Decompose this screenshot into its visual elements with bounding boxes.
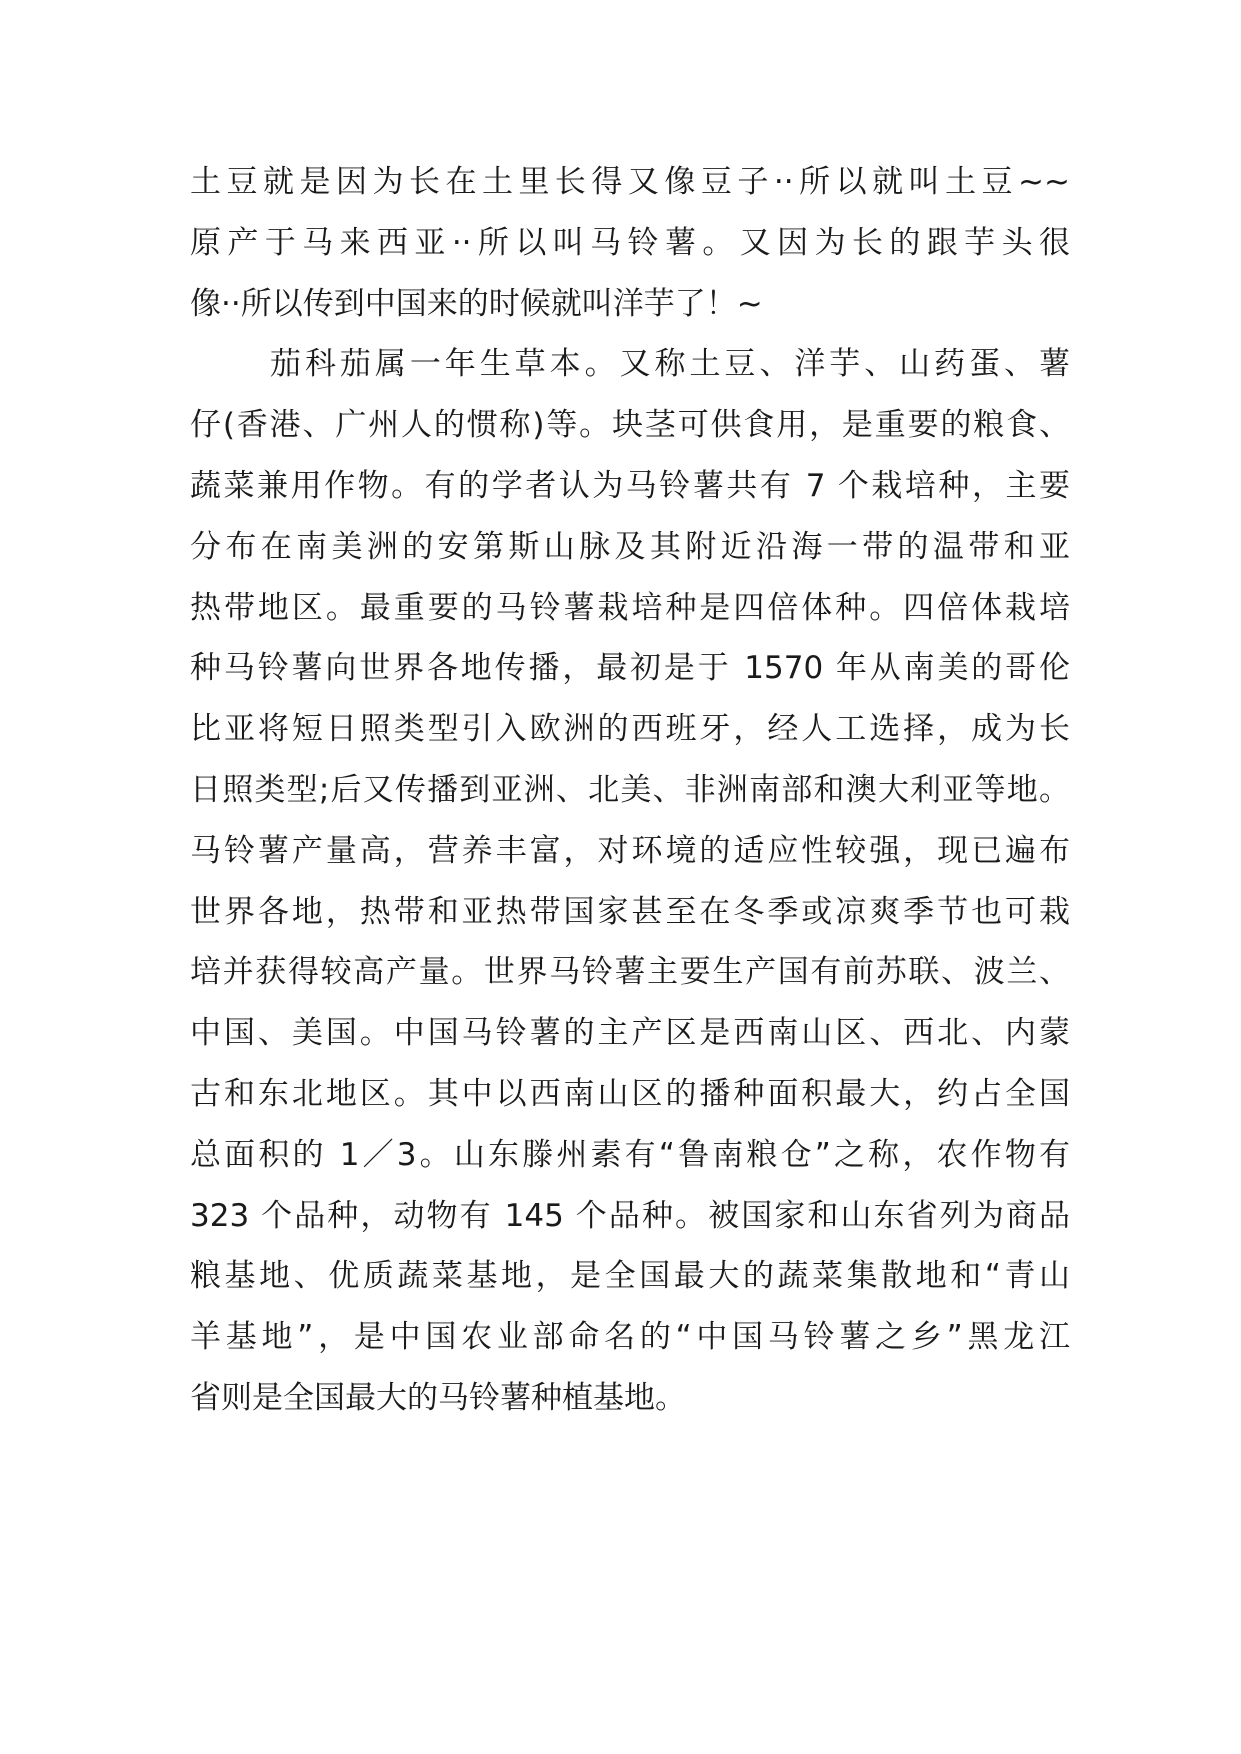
text-line: 培并获得较高产量。世界马铃薯主要生产国有前苏联、波兰、 <box>190 954 1070 991</box>
text-line: 省则是全国最大的马铃薯种植基地。 <box>190 1379 686 1416</box>
paragraph-intro <box>190 152 1070 334</box>
text-line: 种马铃薯向世界各地传播，最初是于 1570 年从南美的哥伦 <box>190 650 1070 687</box>
text-line: 总面积的 1／3。山东滕州素有“鲁南粮仓”之称，农作物有 <box>190 1136 1070 1173</box>
text-line: 古和东北地区。其中以西南山区的播种面积最大，约占全国 <box>190 1075 1070 1112</box>
text-line: 土豆就是因为长在土里长得又像豆子··所以就叫土豆~~ <box>190 164 1070 200</box>
text-line: 热带地区。最重要的马铃薯栽培种是四倍体种。四倍体栽培 <box>190 589 1070 626</box>
text-line: 羊基地”，是中国农业部命名的“中国马铃薯之乡”黑龙江 <box>190 1319 1070 1356</box>
text-line: 日照类型;后又传播到亚洲、北美、非洲南部和澳大利亚等地。 <box>190 771 1070 808</box>
text-line: 分布在南美洲的安第斯山脉及其附近沿海一带的温带和亚 <box>190 528 1070 565</box>
text-line: 蔬菜兼用作物。有的学者认为马铃薯共有 7 个栽培种，主要 <box>190 467 1070 504</box>
text-line: 世界各地，热带和亚热带国家甚至在冬季或凉爽季节也可栽 <box>190 893 1070 930</box>
text-line: 茄科茄属一年生草本。又称土豆、洋芋、山药蛋、薯 <box>270 346 1070 383</box>
paragraph-main <box>190 334 1070 1428</box>
text-line: 像··所以传到中国来的时候就叫洋芋了！~ <box>190 285 763 322</box>
text-line: 323 个品种，动物有 145 个品种。被国家和山东省列为商品 <box>190 1197 1070 1234</box>
text-line: 中国、美国。中国马铃薯的主产区是西南山区、西北、内蒙 <box>190 1015 1070 1052</box>
text-line: 原产于马来西亚··所以叫马铃薯。又因为长的跟芋头很 <box>190 224 1070 261</box>
text-line: 粮基地、优质蔬菜基地，是全国最大的蔬菜集散地和“青山 <box>190 1258 1070 1295</box>
text-line: 比亚将短日照类型引入欧洲的西班牙，经人工选择，成为长 <box>190 711 1070 748</box>
text-line: 仔(香港、广州人的惯称)等。块茎可供食用，是重要的粮食、 <box>190 407 1070 444</box>
document-body <box>190 152 1070 1429</box>
text-line: 马铃薯产量高，营养丰富，对环境的适应性较强，现已遍布 <box>190 832 1070 869</box>
